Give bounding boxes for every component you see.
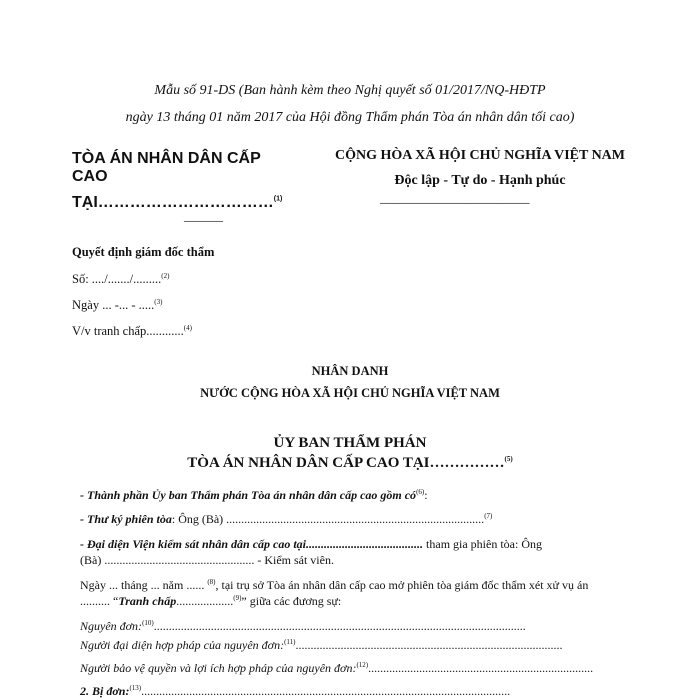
plaintiff-rights-protector: Người bảo vệ quyền và lợi ích hợp pháp của nguyên đơn:$^{(12)}$...........................................................................: [80, 661, 594, 675]
hearing-date: Ngày ... tháng ... năm ...... $^{(8)}$, tại trụ sở Tòa án nhân dân cấp cao mở phiên tòa giám đốc thẩm xét xử vụ án: [80, 578, 589, 592]
republic-motto: Độc lập - Tự do - Hạnh phúc: [394, 173, 566, 188]
procurator: (Bà) .................................................. - Kiểm sát viên.: [80, 553, 334, 567]
footnote-13: (13): [129, 684, 142, 692]
decision-date: Ngày ... -... - .....$^{(3)}$: [72, 297, 163, 312]
committee-composition: - Thành phần Ủy ban Thẩm phán Tòa án nhân dân cấp cao gồm $có^{(6)}$:: [80, 488, 428, 502]
form-reference-line-1: Mẫu số 91-DS (Ban hành kèm theo Nghị quyết số 01/2017/NQ-HĐTP: [154, 83, 546, 98]
dispute-subject: V/v tranh chấp............$^{(4)}$: [72, 323, 192, 338]
nation-name: NƯỚC CỘNG HÒA XÃ HỘI CHỦ NGHĨA VIỆT NAM: [200, 386, 500, 400]
footnote-9: (9): [233, 594, 242, 602]
plaintiff-legal-representative: Người đại diện hợp pháp của nguyên đơn:$^{(11)}$.........................................................................................: [80, 638, 563, 652]
form-reference-line-2: ngày 13 tháng 01 năm 2017 của Hội đồng Thẩm phán Tòa án nhân dân tối cao): [125, 110, 575, 125]
footnote-6: (6): [416, 488, 425, 496]
footnote-3: (3): [154, 297, 163, 306]
procuracy-representative: - Đại diện Viện kiểm sát nhân dân cấp cao tại....................................... tham gia phiên tòa: Ông: [80, 537, 543, 551]
footnote-12: (12): [356, 661, 369, 669]
court-name-line-2: CAO: [72, 168, 108, 185]
decision-title: Quyết định giám đốc thẩm: [72, 245, 215, 259]
footnote-8: (8): [207, 578, 216, 586]
republic-underline: _______________________: [380, 190, 530, 205]
republic-name: CỘNG HÒA XÃ HỘI CHỦ NGHĨA VIỆT NAM: [334, 148, 625, 163]
court-location: TẠI……………………………: [72, 194, 274, 211]
case-dispute: .......... “Tranh chấp...................$^{(9)}$” giữa các đương sự:: [80, 594, 342, 608]
footnote-10: (10): [142, 619, 154, 627]
footnote-2: (2): [161, 271, 170, 280]
plaintiff: Nguyên đơn:$^{(10)}$............................................................................................................................: [80, 619, 526, 633]
footnote-1: (1): [273, 195, 283, 203]
court-underline: ______: [184, 208, 223, 223]
footnote-5: (5): [504, 455, 513, 463]
footnote-11: (11): [284, 638, 296, 646]
court-name-line-1: TÒA ÁN NHÂN DÂN CẤP: [72, 150, 261, 167]
decision-number: Số: ..../......./.........$^{(2)}$: [72, 271, 170, 286]
in-the-name-of: NHÂN DANH: [311, 364, 389, 378]
committee-court: TÒA ÁN NHÂN DÂN CẤP CAO TẠI……………$^{(5)}$: [187, 455, 513, 471]
defendant: 2. Bị đơn:$^{(13)}$...........................................................................................................................: [80, 684, 511, 698]
footnote-4: (4): [183, 323, 192, 332]
footnote-7: (7): [484, 512, 493, 520]
committee-title: ỦY BAN THẨM PHÁN: [273, 435, 427, 451]
court-clerk: - Thư ký phiên tòa: Ông (Bà) ......................................................................................$^{(7)}$: [80, 512, 493, 526]
court-name-line-3: [72, 192, 282, 214]
